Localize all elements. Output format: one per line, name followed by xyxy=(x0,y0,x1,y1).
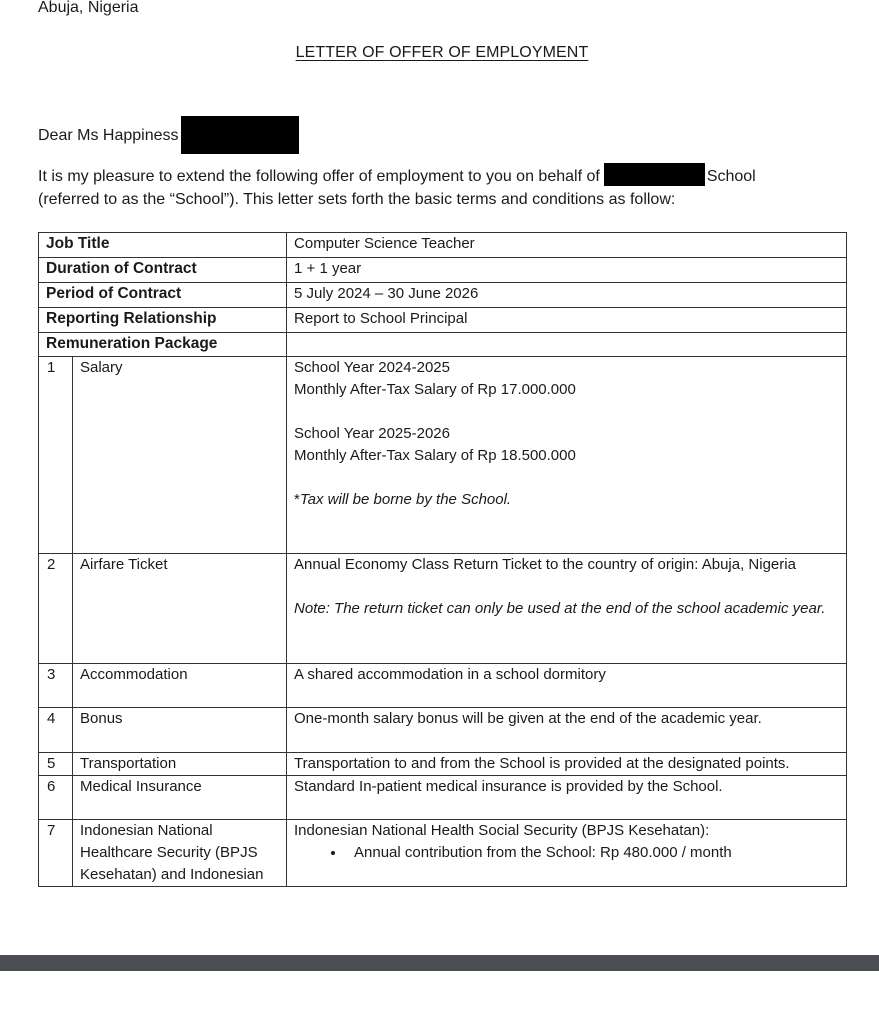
tax-note xyxy=(294,489,839,511)
intro-line1-start: It is my pleasure to extend the following offer of employment to you on behalf of xyxy=(38,168,600,185)
remuneration-label: Remuneration Package xyxy=(39,333,287,357)
table-row-remuneration xyxy=(39,333,847,357)
table-row-airfare xyxy=(39,554,847,664)
item-number: 7 xyxy=(39,820,73,887)
item-value: Transportation to and from the School is provided at the designated points. xyxy=(287,753,847,776)
item-value: A shared accommodation in a school dormitory xyxy=(287,664,847,708)
table-row-bpjs xyxy=(39,820,847,887)
remuneration-value xyxy=(287,333,847,357)
salary-year2: School Year 2025-2026 xyxy=(294,425,450,442)
table-row-reporting xyxy=(39,308,847,333)
salary-amount1: Monthly After-Tax Salary of Rp 17.000.000 xyxy=(294,381,576,398)
redacted-name-block xyxy=(181,116,299,154)
item-number: 3 xyxy=(39,664,73,708)
item-label: Medical Insurance xyxy=(73,776,287,820)
item-number: 5 xyxy=(39,753,73,776)
bpjs-value: Indonesian National Health Social Security (BPJS Kesehatan): xyxy=(294,822,710,839)
table-row-period xyxy=(39,283,847,308)
table-row-salary xyxy=(39,357,847,554)
period-value: 5 July 2024 – 30 June 2026 xyxy=(287,283,847,308)
table-row-accommodation xyxy=(39,664,847,708)
reporting-value: Report to School Principal xyxy=(287,308,847,333)
item-label: Indonesian National Healthcare Security (BPJS Kesehatan) and Indonesian xyxy=(73,820,287,887)
item-number: 4 xyxy=(39,708,73,753)
item-number: 2 xyxy=(39,554,73,664)
tax-note-text: Tax will be borne by the School. xyxy=(299,491,512,508)
period-label: Period of Contract xyxy=(39,283,287,308)
table-row-duration xyxy=(39,258,847,283)
job-title-label: Job Title xyxy=(39,233,287,258)
duration-label: Duration of Contract xyxy=(39,258,287,283)
job-title-value: Computer Science Teacher xyxy=(287,233,847,258)
letter-title: LETTER OF OFFER OF EMPLOYMENT xyxy=(295,44,589,61)
item-number: 1 xyxy=(39,357,73,554)
table-row-medical xyxy=(39,776,847,820)
item-number: 6 xyxy=(39,776,73,820)
item-label: Bonus xyxy=(73,708,287,753)
greeting xyxy=(38,117,299,155)
item-value: One-month salary bonus will be given at the end of the academic year. xyxy=(287,708,847,753)
bpjs-details xyxy=(287,820,847,887)
list-item: • Annual contribution from the School: Rp 480.000 / month xyxy=(346,842,839,864)
airfare-details xyxy=(287,554,847,664)
airfare-note: Note: The return ticket can only be used at the end of the school academic year. xyxy=(294,600,826,617)
bottom-separator-bar xyxy=(0,955,879,971)
duration-value: 1 + 1 year xyxy=(287,258,847,283)
salary-details xyxy=(287,357,847,554)
reporting-label: Reporting Relationship xyxy=(39,308,287,333)
salary-year1: School Year 2024-2025 xyxy=(294,359,450,376)
item-label: Accommodation xyxy=(73,664,287,708)
tax-note-star: * xyxy=(294,491,300,508)
intro-line1-end: School xyxy=(706,168,756,185)
salary-amount2: Monthly After-Tax Salary of Rp 18.500.000 xyxy=(294,447,576,464)
item-label: Transportation xyxy=(73,753,287,776)
table-row-job-title xyxy=(39,233,847,258)
airfare-value: Annual Economy Class Return Ticket to the country of origin: Abuja, Nigeria xyxy=(294,556,796,573)
item-label: Salary xyxy=(73,357,287,554)
bottom-blank-area xyxy=(0,971,879,1024)
table-row-bonus xyxy=(39,708,847,753)
intro-line2: (referred to as the “School”). This letter sets forth the basic terms and conditions as follow: xyxy=(38,191,676,208)
table-row-transportation xyxy=(39,753,847,776)
greeting-text: Dear Ms Happiness xyxy=(38,127,179,144)
redacted-school-block xyxy=(604,163,705,186)
location-text: Abuja, Nigeria xyxy=(38,0,139,16)
bpjs-bullet-list xyxy=(294,842,839,864)
offer-terms-table xyxy=(38,232,847,887)
item-label: Airfare Ticket xyxy=(73,554,287,664)
item-value: Standard In-patient medical insurance is provided by the School. xyxy=(287,776,847,820)
intro-paragraph xyxy=(38,163,850,211)
